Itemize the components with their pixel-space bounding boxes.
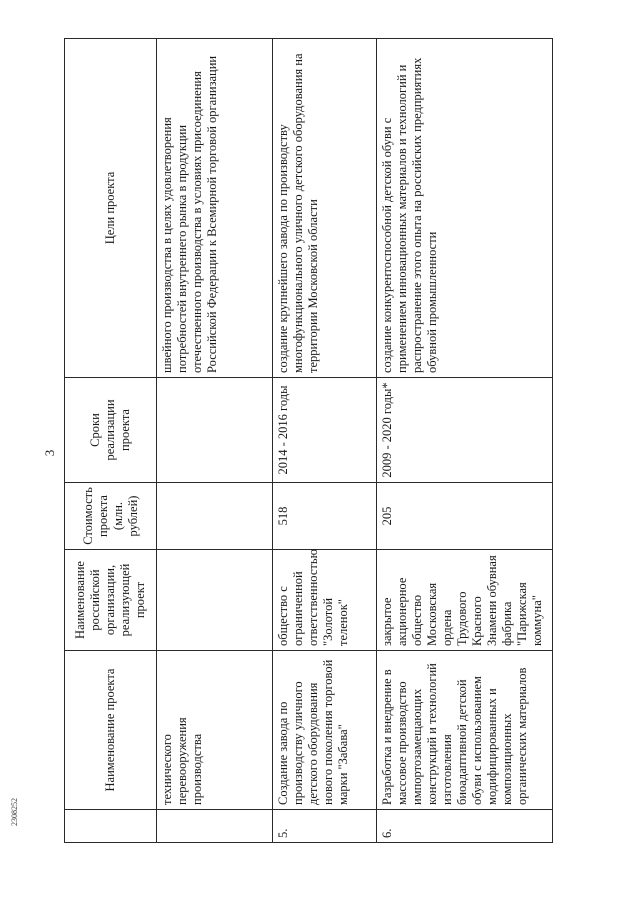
organization: общество с ограниченной ответственностью "Золотой теленок" [273,549,377,650]
cost [157,482,273,549]
project-name: технического перевооружения производства [157,650,273,809]
table-row [157,38,273,842]
goals: создание конкурентоспособной детской обуви с применением инновационных материалов и технологий и распространение этого опыта на российских предприятиях обувной промышленности [377,38,553,377]
header-cost: Стоимость проекта (млн. рублей) [65,482,157,549]
header-project-name: Наименование проекта [65,650,157,809]
table-header-row [65,38,157,842]
goals: швейного производства в целях удовлетворения потребностей внутреннего рынка в продукции отечественного производства в условиях присоединения Российской Федерации к Всемирной торговой организации [157,38,273,377]
organization [157,549,273,650]
table-row [377,38,553,842]
projects-table [64,38,553,843]
terms: 2014 - 2016 годы [273,377,377,482]
table-row [273,38,377,842]
row-number: 6. [377,809,553,842]
header-goals: Цели проекта [65,38,157,377]
row-number: 5. [273,809,377,842]
header-organization: Наименование российской организации, реализующей проект [65,549,157,650]
terms [157,377,273,482]
cost: 205 [377,482,553,549]
project-name: Разработка и внедрение в массовое производство импортозамещающих конструкций и технологий изготовления биоадаптивной детской обуви с использованием модифицированных и композиционных органических материалов [377,650,553,809]
project-name: Создание завода по производству уличного детского оборудования нового поколения торговой марки "Забава" [273,650,377,809]
row-number [157,809,273,842]
rotated-page [42,52,590,843]
organization: закрытое акционерное общество Московская ордена Трудового Красного Знамени обувная фабрика "Парижская коммуна" [377,549,553,650]
goals: создание крупнейшего завода по производству многофункционального уличного детского оборудования на территории Московской области [273,38,377,377]
page-number: 3 [42,449,57,456]
cost: 518 [273,482,377,549]
terms: 2009 - 2020 годы* [377,377,553,482]
header-terms: Сроки реализации проекта [65,377,157,482]
header-number [65,809,157,842]
document-code: 2308252 [10,798,19,826]
